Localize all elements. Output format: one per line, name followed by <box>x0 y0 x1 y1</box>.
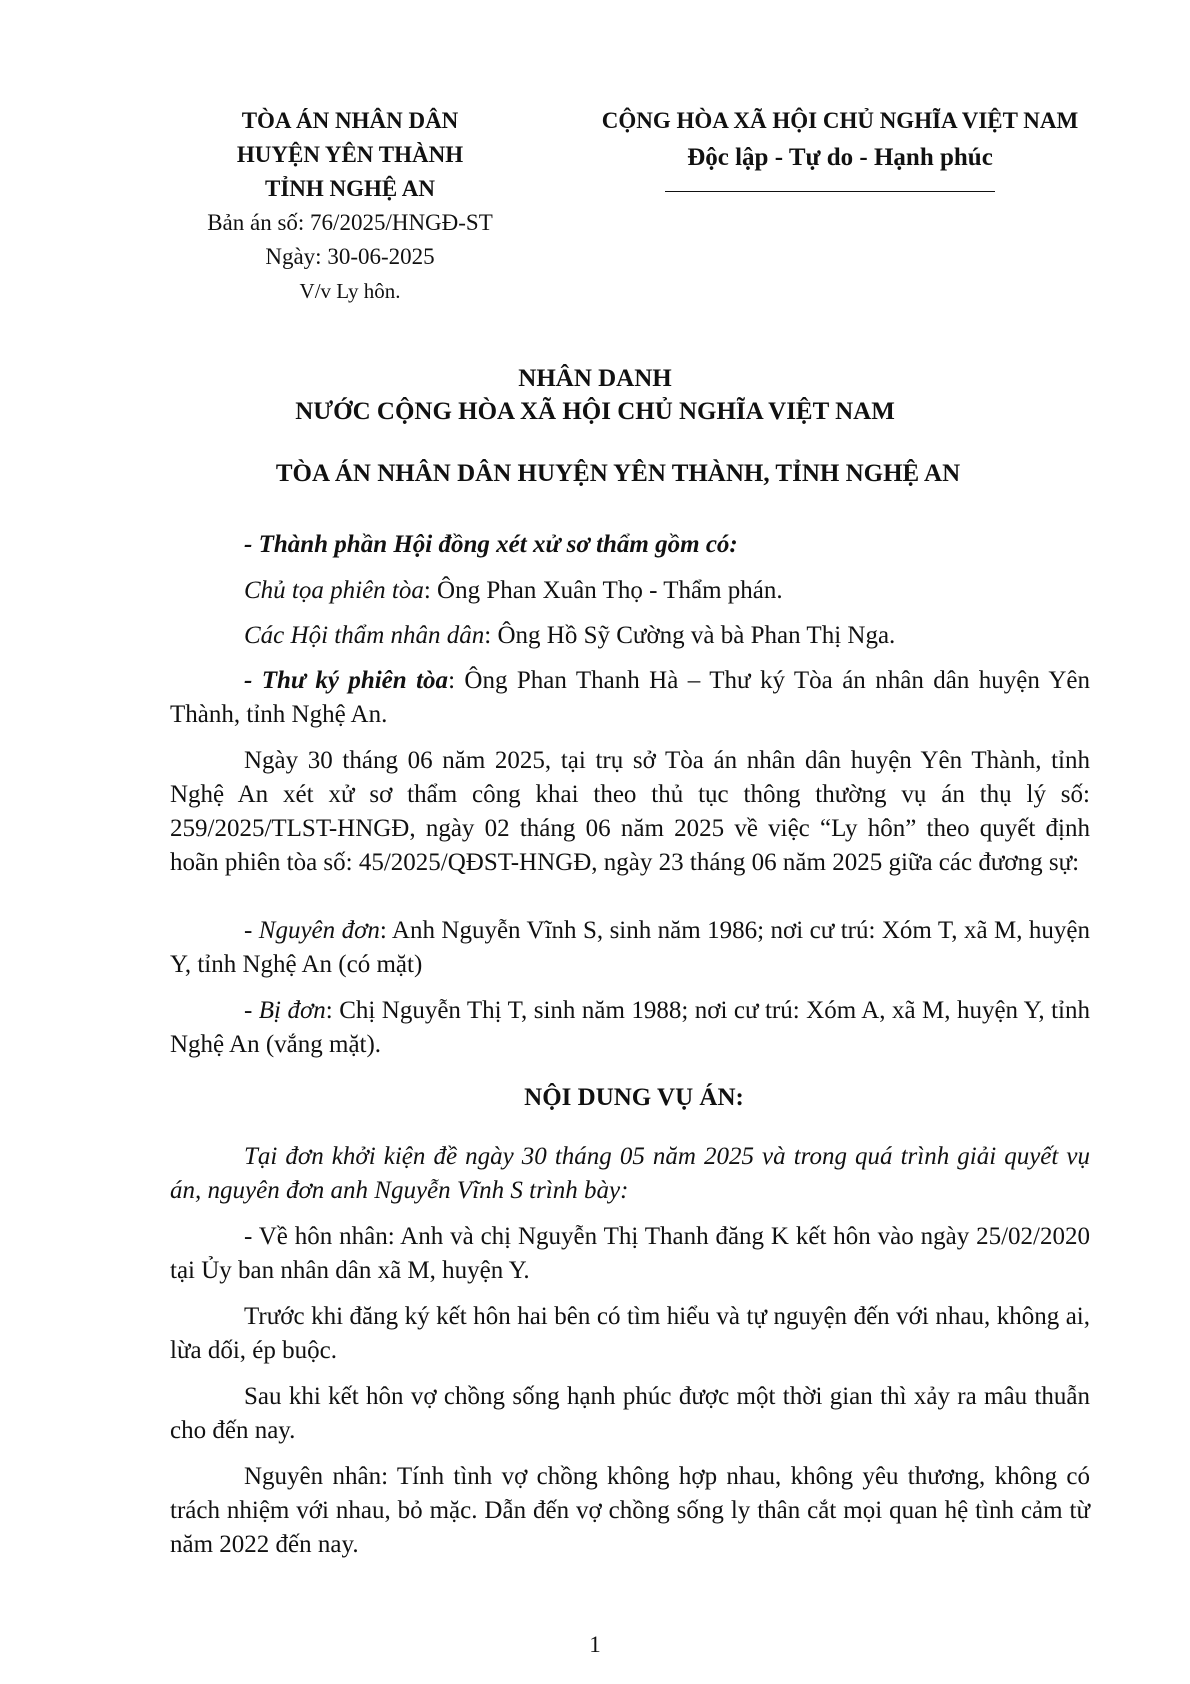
page-number: 1 <box>589 1632 601 1657</box>
court-name-line2: HUYỆN YÊN THÀNH <box>236 142 464 167</box>
plaintiff-paragraph: - Nguyên đơn: Anh Nguyễn Vĩnh S, sinh năm 1986; nơi cư trú: Xóm T, xã M, huyện Y, tỉnh Nghệ An (có mặt) <box>170 917 1090 978</box>
case-paragraph-before-marriage: Trước khi đăng ký kết hôn hai bên có tìm hiểu và tự nguyện đến với nhau, không ai, lừa dối, ép buộc. <box>170 1303 1090 1364</box>
case-intro: Tại đơn khởi kiện đề ngày 30 tháng 05 năm 2025 và trong quá trình giải quyết vụ án, nguyên đơn anh Nguyễn Vĩnh S trình bày: <box>170 1143 1090 1204</box>
case-paragraph-conflict: Sau khi kết hôn vợ chồng sống hạnh phúc được một thời gian thì xảy ra mâu thuẫn cho đến nay. <box>170 1383 1090 1444</box>
motto-underline <box>665 191 995 192</box>
defendant-paragraph: - Bị đơn: Chị Nguyễn Thị T, sinh năm 1988; nơi cư trú: Xóm A, xã M, huyện Y, tỉnh Nghệ An (vắng mặt). <box>170 997 1091 1058</box>
judgment-subject: V/v Ly hôn. <box>299 279 401 303</box>
court-full-title: TÒA ÁN NHÂN DÂN HUYỆN YÊN THÀNH, TỈNH NGHỆ AN <box>275 460 961 487</box>
court-name-line3: TỈNH NGHỆ AN <box>265 176 435 201</box>
state-title: NƯỚC CỘNG HÒA XÃ HỘI CHỦ NGHĨA VIỆT NAM <box>295 398 895 425</box>
plaintiff-label: Nguyên đơn <box>258 917 380 944</box>
presiding-label: Chủ tọa phiên tòa <box>244 577 424 604</box>
assessors-value: : Ông Hồ Sỹ Cường và bà Phan Thị Nga. <box>484 622 896 649</box>
court-clerk <box>170 664 1090 732</box>
people-assessors <box>170 619 1090 653</box>
court-name-line1: TÒA ÁN NHÂN DÂN <box>241 108 459 133</box>
presiding-value: : Ông Phan Xuân Thọ - Thẩm phán. <box>423 577 783 604</box>
national-motto: Độc lập - Tự do - Hạnh phúc <box>687 144 993 171</box>
presiding-judge <box>170 574 1090 608</box>
clerk-label: - Thư ký phiên tòa <box>244 667 449 694</box>
national-header <box>560 104 1120 178</box>
plaintiff-value: : Anh Nguyễn Vĩnh S, sinh năm 1986; nơi cư trú: Xóm T, xã M, huyện Y, tỉnh Nghệ An (có mặt) <box>170 917 1090 978</box>
republic-name: CỘNG HÒA XÃ HỘI CHỦ NGHĨA VIỆT NAM <box>601 108 1079 133</box>
case-paragraph-cause: Nguyên nhân: Tính tình vợ chồng không hợp nhau, không yêu thương, không có trách nhiệm với nhau, bỏ mặc. Dẫn đến vợ chồng sống ly thân cắt mọi quan hệ tình cảm từ năm 2022 đến nay. <box>170 1463 1090 1558</box>
defendant-value: : Chị Nguyễn Thị T, sinh năm 1988; nơi cư trú: Xóm A, xã M, huyện Y, tỉnh Nghệ An (vắng mặt). <box>170 997 1091 1058</box>
panel-heading: - Thành phần Hội đồng xét xử sơ thẩm gồm có: <box>244 531 738 558</box>
court-header <box>150 104 550 308</box>
case-content-heading: NỘI DUNG VỤ ÁN: <box>524 1084 744 1111</box>
judgment-number: Bản án số: 76/2025/HNGĐ-ST <box>207 210 493 235</box>
judgment-date: Ngày: 30-06-2025 <box>265 244 435 269</box>
assessors-label: Các Hội thẩm nhân dân <box>244 622 485 649</box>
clerk-value: : Ông Phan Thanh Hà – Thư ký Tòa án nhân dân huyện Yên Thành, tỉnh Nghệ An. <box>170 667 1090 728</box>
hearing-paragraph: Ngày 30 tháng 06 năm 2025, tại trụ sở Tòa án nhân dân huyện Yên Thành, tỉnh Nghệ An xét xử sơ thẩm công khai theo thủ tục thông thường vụ án thụ lý số: 259/2025/TLST-HNGĐ, ngày 02 tháng 06 năm 2025 về việc “Ly hôn” theo quyết định hoãn phiên tòa số: 45/2025/QĐST-HNGĐ, ngày 23 tháng 06 năm 2025 giữa các đương sự: <box>170 747 1090 876</box>
case-paragraph-marriage: - Về hôn nhân: Anh và chị Nguyễn Thị Thanh đăng K kết hôn vào ngày 25/02/2020 tại Ủy ban nhân dân xã M, huyện Y. <box>170 1223 1090 1284</box>
in-name-of-title: NHÂN DANH <box>518 365 672 392</box>
defendant-label: Bị đơn <box>258 997 326 1024</box>
